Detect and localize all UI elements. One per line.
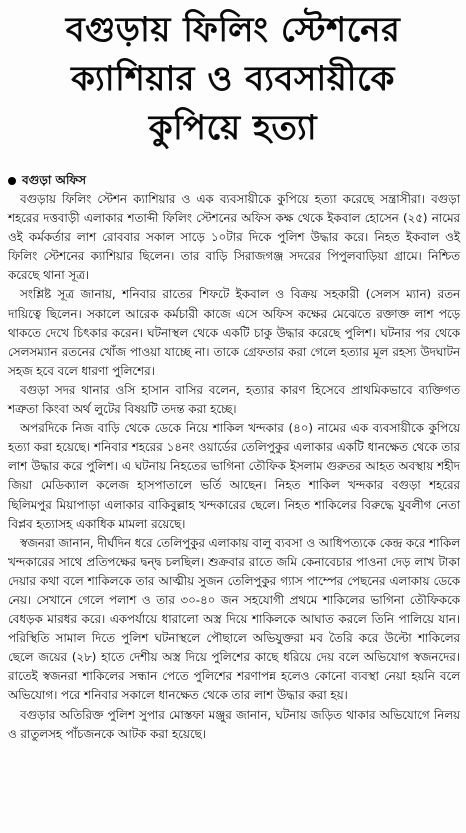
headline [0,6,466,153]
paragraph: বগুড়া সদর থানার ওসি হাসান বাসির বলেন, হত্যার কারণ হিসেবে প্রাথমিকভাবে ব্যক্তিগত শত্রুতা কিংবা অর্থ লুটের বিষয়টি তদন্ত করা হচ্ছে। [8,382,460,417]
headline-line-3: কুপিয়ে হত্যা [148,108,318,148]
byline [8,172,86,188]
paragraph: অপরদিকে নিজ বাড়ি থেকে ডেকে নিয়ে শাকিল খন্দকার (৪০) নামের এক ব্যবসায়ীকে কুপিয়ে হত্যা করা হয়েছে। শনিবার শহরের ১৪নং ওয়ার্ডের তেলিপুকুর এলাকার একটি ধানক্ষেত থেকে তার লাশ উদ্ধার করে পুলিশ। এ ঘটনায় নিহতের ভাগিনা তৌফিক ইসলাম গুরুতর আহত অবস্থায় শহীদ জিয়া মেডিক্যাল কলেজ হাসপাতালে ভর্তি আছেন। নিহত শাকিল খন্দকার বগুড়া শহরের ছিলিমপুর মিয়াপাড়া এলাকার বাকিবুল্লাহ খন্দকারের ছেলে। নিহত শাকিলের বিরুদ্ধে যুবলীগ নেতা বিপ্লব হত্যাসহ একাধিক মামলা রয়েছে। [8,421,460,531]
headline-line-2: ক্যাশিয়ার ও ব্যবসায়ীকে [71,59,395,99]
paragraph: সংশ্লিষ্ট সূত্র জানায়, শনিবার রাতের শিফটে ইকবাল ও বিক্রয় সহকারী (সেলস ম্যান) রতন দায়িত্বে ছিলেন। সকালে আরেক কর্মচারী কাজে এসে অফিস কক্ষের মেঝেতে রক্তাক্ত লাশ পড়ে থাকতে দেখে চিৎকার করেন। ঘটনাস্থল থেকে একটি চাকু উদ্ধার করেছে পুলিশ। ঘটনার পর থেকে সেলসম্যান রতনের খোঁজ পাওয়া যাচ্ছে না। তাকে গ্রেফতার করা গেলে হত্যার মূল রহস্য উদঘাটন সহজ হবে বলে ধারণা পুলিশের। [8,287,460,378]
headline-line-1: বগুড়ায় ফিলিং স্টেশনের [65,10,401,50]
article-body [8,190,460,744]
paragraph: বগুড়ার অতিরিক্ত পুলিশ সুপার মোস্তফা মঞ্জুর জানান, ঘটনায় জড়িত থাকার অভিযোগে নিলয় ও রাতুলসহ পাঁচজনকে আটক করা হয়েছে। [8,707,460,741]
paragraph: বগুড়ায় ফিলিং স্টেশন ক্যাশিয়ার ও এক ব্যবসায়ীকে কুপিয়ে হত্যা করেছে সন্ত্রাসীরা। বগুড়া শহরের দত্তবাড়ী এলাকার শতাব্দী ফিলিং স্টেশনের অফিস কক্ষ থেকে ইকবাল হোসেন (২৫) নামের ওই কর্মকর্তার লাশ রোববার সকাল সাড়ে ১০টার দিকে পুলিশ উদ্ধার করে। নিহত ইকবাল ওই ফিলিং স্টেশনের ক্যাশিয়ার ছিলেন। তার বাড়ি সিরাজগঞ্জ সদরের পিপুলবাড়িয়া গ্রামে। নিশ্চিত করেছে থানা সূত্র। [8,192,460,283]
paragraph: স্বজনরা জানান, দীর্ঘদিন ধরে তেলিপুকুর এলাকায় বালু ব্যবসা ও আধিপত্যকে কেন্দ্র করে শাকিল খন্দকারের সাথে প্রতিপক্ষের দ্বন্দ্ব চলছিল। শুক্রবার রাতে জমি কেনাবেচার পাওনা দেড় লাখ টাকা দেয়ার কথা বলে শাকিলকে তার আত্মীয় সুজন তেলিপুকুর গ্যাস পাম্পের পেছনের এলাকায় ডেকে নেয়। সেখানে গেলে পলাশ ও তার ৩০-৪০ জন সহযোগী প্রথমে শাকিলের ভাগিনা তৌফিককে বেধড়ক মারধর করে। একপর্যায়ে ধারালো অস্ত্র দিয়ে শাকিলকে আঘাত করলে তিনি পালিয়ে যান। পরিস্থিতি সামাল দিতে পুলিশ ঘটনাস্থলে পৌছালে অভিযুক্তরা মব তৈরি করে উল্টো শাকিলের ছেলে জয়ের (২৮) হাতে দেশীয় অস্ত্র দিয়ে পুলিশের কাছে ধরিয়ে দেয় বলে অভিযোগ স্বজনদের। রাতেই স্বজনরা শাকিলের সন্ধান পেতে পুলিশের শরণাপন্ন হলেও কোনো ব্যবস্থা নেয়া হয়নি বলে অভিযোগ। পরে শনিবার সকালে ধানক্ষেত থেকে তার লাশ উদ্ধার করা হয়। [8,535,460,703]
bullet-icon [8,177,16,185]
byline-text: বগুড়া অফিস [22,173,87,187]
